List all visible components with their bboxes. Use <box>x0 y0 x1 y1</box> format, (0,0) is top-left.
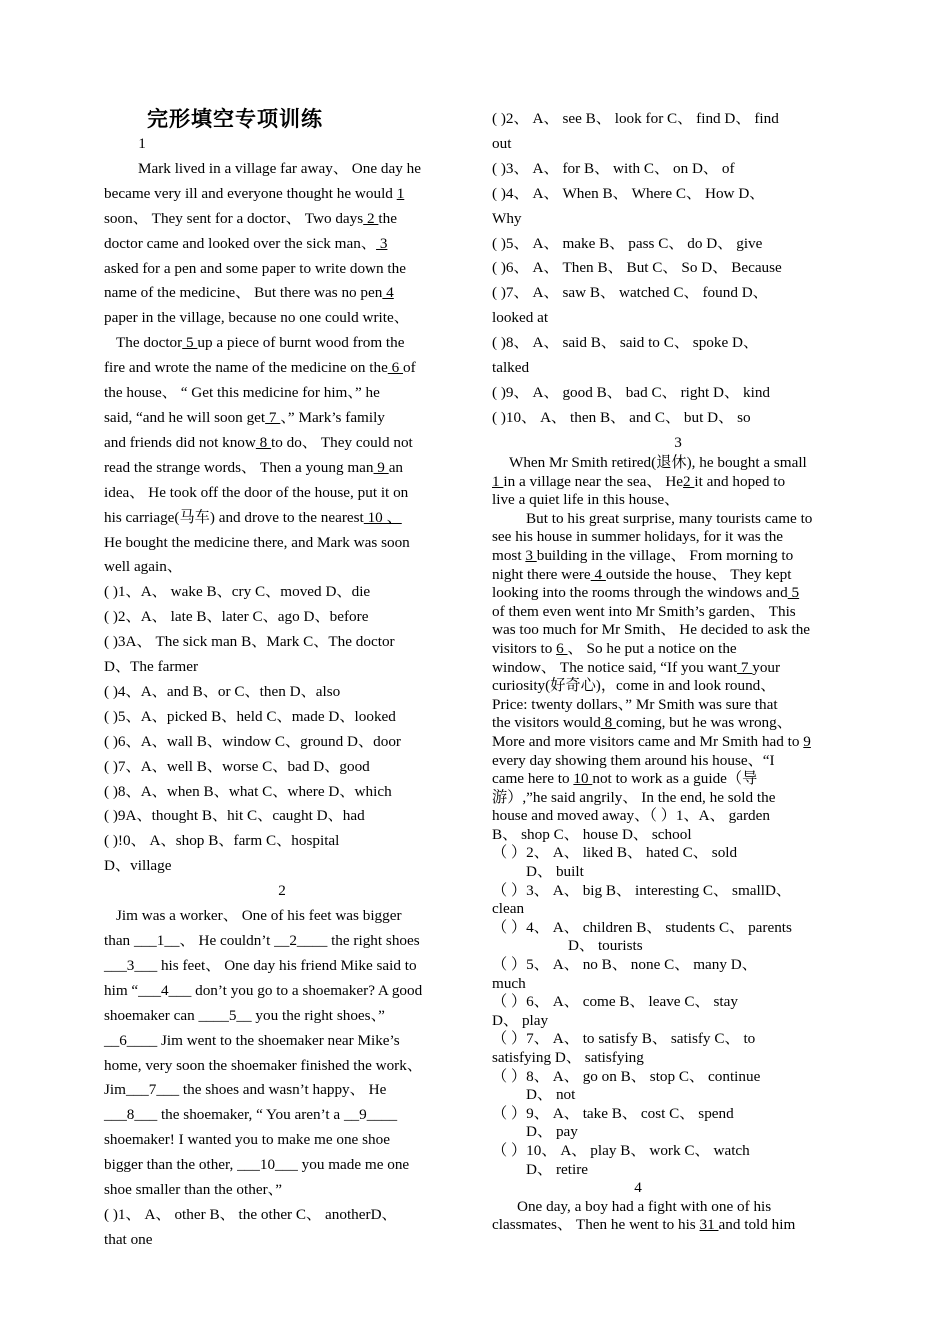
line-text: 1 <box>138 135 146 152</box>
text-line <box>104 157 460 182</box>
answer-blank: 1 <box>492 472 504 490</box>
text-line <box>492 1086 844 1105</box>
left-column <box>104 132 460 1253</box>
text-line <box>492 1030 844 1049</box>
line-text: doctor came and looked over the sick man、 <box>104 234 377 252</box>
line-text: curiosity(好奇心)，come in and look round、 <box>492 677 776 695</box>
line-text: Why <box>492 209 522 227</box>
text-line <box>492 331 844 356</box>
line-text: shoe smaller than the other、” <box>104 1181 282 1199</box>
line-text: ( )6、 A、 Then B、 But C、 So D、 Because <box>492 259 782 277</box>
line-text: bigger than the other, ___10___ you made me one <box>104 1156 410 1174</box>
text-line <box>104 1128 460 1153</box>
line-text: ( )9A、thought B、hit C、caught D、had <box>104 807 365 825</box>
line-text: But to his great surprise, many tourists came to <box>526 509 813 527</box>
line-text: More and more visitors came and Mr Smith had to <box>492 732 804 750</box>
line-text: ( )9、 A、 good B、 bad C、 right D、 kind <box>492 383 771 401</box>
line-text: building in the village、 From morning to <box>536 546 794 564</box>
answer-blank: 5 <box>182 334 198 352</box>
line-text: D、village <box>104 857 172 875</box>
line-text: home, very soon the shoemaker finished the work、 <box>104 1056 423 1074</box>
line-text: see his house in summer holidays, for it was the <box>492 528 784 546</box>
line-text: （ ）2、 A、 liked B、 hated C、 sold <box>492 844 738 862</box>
right-column-top <box>492 107 844 456</box>
text-line <box>104 481 460 506</box>
answer-blank: 7 <box>265 408 281 426</box>
text-line <box>492 826 844 845</box>
text-line <box>492 714 844 733</box>
text-line <box>492 1198 844 1217</box>
page-title: 完形填空专项训练 <box>147 107 323 131</box>
text-line <box>104 1153 460 1178</box>
answer-blank: 3 <box>376 234 388 252</box>
text-line <box>104 531 460 556</box>
line-text: the visitors would <box>492 714 601 732</box>
line-text: talked <box>492 359 530 377</box>
line-text: visitors to <box>492 639 557 657</box>
line-text: ( )5、A、picked B、held C、made D、looked <box>104 707 396 725</box>
answer-blank: 2 <box>363 209 379 227</box>
text-line <box>492 696 844 715</box>
text-line <box>104 331 460 356</box>
text-line <box>492 473 844 492</box>
text-line <box>104 381 460 406</box>
text-line <box>104 182 460 207</box>
line-text: came here to <box>492 770 574 788</box>
text-line <box>492 1068 844 1087</box>
line-text: ( )1、 A、 other B、 the other C、 anotherD、 <box>104 1205 397 1223</box>
text-line <box>492 863 844 882</box>
text-line <box>104 580 460 605</box>
text-line <box>104 680 460 705</box>
text-line <box>492 454 844 473</box>
text-line <box>104 207 460 232</box>
line-text: ( )1、A、 wake B、cry C、moved D、die <box>104 583 371 601</box>
text-line <box>104 780 460 805</box>
text-line <box>104 755 460 780</box>
text-line <box>104 979 460 1004</box>
line-text: __6____ Jim went to the shoemaker near Mike’s <box>104 1031 400 1049</box>
line-text: shoemaker can ____5__ you the right shoes、” <box>104 1006 385 1024</box>
text-line <box>104 804 460 829</box>
line-text: looking into the rooms through the windows and <box>492 584 788 602</box>
line-text: ( )3A、 The sick man B、Mark C、The doctor <box>104 633 395 651</box>
line-text: （ ）4、 A、 children B、 students C、 parents <box>492 918 792 936</box>
line-text: the house、 “ Get this medicine for him、” he <box>104 384 380 402</box>
text-line <box>492 528 844 547</box>
text-line <box>492 603 844 622</box>
answer-blank: 1 <box>396 184 405 202</box>
text-line <box>492 677 844 696</box>
text-line <box>492 937 844 956</box>
line-text: said, “and he will soon get <box>104 408 266 426</box>
line-text: out <box>492 134 512 152</box>
text-line <box>104 1029 460 1054</box>
line-text: well again、 <box>104 558 183 576</box>
line-text: coming, but he was wrong、 <box>616 714 792 732</box>
line-text: When Mr Smith retired(退休), he bought a small <box>509 454 807 471</box>
text-line <box>104 1228 460 1253</box>
text-line <box>104 1103 460 1128</box>
line-text: of them even went into Mr Smith’s garden、 This <box>492 602 796 620</box>
text-line <box>492 107 844 132</box>
text-line <box>492 566 844 585</box>
line-text: D、The farmer <box>104 658 199 676</box>
text-line <box>492 844 844 863</box>
line-text: （ ）9、 A、 take B、 cost C、 spend <box>492 1104 734 1122</box>
line-text: satisfying D、 satisfying <box>492 1049 644 1066</box>
text-line <box>492 1142 844 1161</box>
line-text: in a village near the sea、 He <box>503 472 684 490</box>
line-text: 2 <box>278 882 286 900</box>
line-text: ( )4、A、and B、or C、then D、also <box>104 682 341 700</box>
text-line <box>492 640 844 659</box>
text-line <box>492 900 844 919</box>
answer-blank: 10 <box>573 770 593 788</box>
line-text: of <box>403 359 416 377</box>
line-text: asked for a pen and some paper to write down the <box>104 259 406 277</box>
line-text: idea、 He took off the door of the house, put it on <box>104 483 409 501</box>
text-line <box>492 1105 844 1124</box>
text-line <box>492 281 844 306</box>
line-text: 、 So he put a notice on the <box>567 639 737 657</box>
text-line <box>492 1123 844 1142</box>
line-text: ( )8、 A、 said B、 said to C、 spoke D、 <box>492 334 759 352</box>
answer-blank: 31 <box>699 1216 719 1234</box>
text-line <box>104 730 460 755</box>
line-text: him “___4___ don’t you go to a shoemaker? A good <box>104 981 423 999</box>
text-line <box>492 1049 844 1068</box>
line-text: paper in the village, because no one could write、 <box>104 309 409 327</box>
answer-blank: 7 <box>737 658 753 676</box>
text-line <box>104 506 460 531</box>
line-text: every day showing them around his house、“I <box>492 751 775 769</box>
line-text: his carriage(马车) and drove to the nearest <box>104 508 364 526</box>
text-line <box>104 630 460 655</box>
line-text: （ ）10、 A、 play B、 work C、 watch <box>492 1141 750 1159</box>
line-text: Jim was a worker、 One of his feet was bigger <box>116 907 402 925</box>
line-text: D、 built <box>526 863 584 881</box>
text-line <box>104 1203 460 1228</box>
line-text: ( )7、 A、 saw B、 watched C、 found D、 <box>492 284 768 302</box>
text-line <box>104 879 460 904</box>
line-text: Jim___7___ the shoes and wasn’t happy、 He <box>104 1081 387 1099</box>
line-text: Mark lived in a village far away、 One day he <box>138 159 421 177</box>
line-text: and friends did not know <box>104 433 256 451</box>
text-line <box>492 919 844 938</box>
text-line <box>104 406 460 431</box>
text-line <box>492 306 844 331</box>
text-line <box>104 257 460 282</box>
line-text: clean <box>492 900 525 918</box>
text-line <box>492 381 844 406</box>
line-text: ( )8、A、when B、what C、where D、which <box>104 782 392 800</box>
line-text: ( )4、 A、 When B、 Where C、 How D、 <box>492 184 765 202</box>
text-line <box>492 406 844 431</box>
line-text: The doctor <box>116 334 183 352</box>
line-text: He bought the medicine there, and Mark was soon <box>104 533 410 551</box>
text-line <box>104 705 460 730</box>
line-text: live a quiet life in this house、 <box>492 491 680 509</box>
answer-blank: 4 <box>382 284 394 302</box>
text-line <box>104 431 460 456</box>
line-text: to do、 They could not <box>271 433 413 451</box>
text-line <box>492 1216 844 1235</box>
text-line <box>104 829 460 854</box>
line-text: an <box>388 458 404 476</box>
text-line <box>492 132 844 157</box>
line-text: read the strange words、 Then a young man <box>104 458 374 476</box>
text-line <box>492 1012 844 1031</box>
text-line <box>492 1161 844 1180</box>
line-text: （ ）6、 A、 come B、 leave C、 stay <box>492 993 738 1011</box>
line-text: （ ）3、 A、 big B、 interesting C、 smallD、 <box>492 881 792 899</box>
text-line <box>0 132 320 157</box>
answer-blank: 8 <box>600 714 617 732</box>
text-line <box>492 770 844 789</box>
text-line <box>492 956 844 975</box>
text-line <box>104 306 460 331</box>
right-column-bottom <box>492 454 844 1235</box>
text-line <box>492 733 844 752</box>
text-line <box>492 547 844 566</box>
text-line <box>104 854 460 879</box>
text-line <box>492 789 844 808</box>
line-text: 、” Mark’s family <box>280 408 385 426</box>
line-text: ( )2、 A、 see B、 look for C、 find D、 find <box>492 110 779 127</box>
line-text: that one <box>104 1230 153 1248</box>
line-text: and told him <box>718 1216 796 1234</box>
line-text: Price: twenty dollars、” Mr Smith was sure that <box>492 695 778 713</box>
line-text: looked at <box>492 309 549 327</box>
text-line <box>104 605 460 630</box>
line-text: ( )6、A、wall B、window C、ground D、door <box>104 732 401 750</box>
line-text: ( )10、 A、 then B、 and C、 but D、 so <box>492 408 751 426</box>
line-text: up a piece of burnt wood from the <box>197 334 405 352</box>
line-text: ( )7、A、well B、worse C、bad D、good <box>104 757 370 775</box>
line-text: ( )2、A、 late B、later C、ago D、before <box>104 608 369 626</box>
line-text: ( )3、 A、 for B、 with C、 on D、 of <box>492 159 735 177</box>
text-line <box>492 356 844 381</box>
answer-blank: 9 <box>373 458 389 476</box>
line-text: 3 <box>674 433 682 451</box>
line-text: soon、 They sent for a doctor、 Two days <box>104 209 364 227</box>
text-line <box>104 655 460 680</box>
line-text: fire and wrote the name of the medicine on the <box>104 359 388 377</box>
text-line <box>492 491 844 510</box>
text-line <box>502 431 854 456</box>
line-text: D、 pay <box>526 1123 578 1141</box>
line-text: 4 <box>634 1179 642 1197</box>
line-text: （ ）5、 A、 no B、 none C、 many D、 <box>492 956 757 974</box>
text-line <box>492 232 844 257</box>
text-line <box>104 1004 460 1029</box>
line-text: D、 not <box>526 1086 576 1104</box>
answer-blank: 8 <box>255 433 272 451</box>
text-line <box>492 882 844 901</box>
text-line <box>104 954 460 979</box>
text-line <box>492 256 844 281</box>
text-line <box>492 510 844 529</box>
answer-blank: 10 、 <box>363 508 402 526</box>
line-text: D、 play <box>492 1011 549 1029</box>
line-text: （ ）8、 A、 go on B、 stop C、 continue <box>492 1067 761 1085</box>
answer-blank: 6 <box>556 639 568 657</box>
answer-blank: 9 <box>803 732 811 750</box>
text-line <box>492 659 844 678</box>
answer-blank: 5 <box>787 584 800 602</box>
line-text: name of the medicine、 But there was no pen <box>104 284 383 302</box>
line-text: shoemaker! I wanted you to make me one shoe <box>104 1131 390 1149</box>
line-text: much <box>492 974 526 992</box>
text-line <box>104 1078 460 1103</box>
line-text: B、 shop C、 house D、 school <box>492 825 692 843</box>
line-text: D、 tourists <box>568 937 643 955</box>
line-text: （ ）7、 A、 to satisfy B、 satisfy C、 to <box>492 1030 756 1048</box>
text-line <box>492 752 844 771</box>
line-text: outside the house、 They kept <box>605 565 792 583</box>
text-line <box>492 584 844 603</box>
line-text: it and hoped to <box>694 472 786 490</box>
line-text: window、 The notice said, “If you want <box>492 658 738 676</box>
text-line <box>104 555 460 580</box>
text-line <box>104 1178 460 1203</box>
line-text: ( )!0、 A、shop B、farm C、hospital <box>104 832 340 850</box>
line-text: ( )5、 A、 make B、 pass C、 do D、 give <box>492 234 763 252</box>
line-text: house and moved away、（ ）1、A、 garden <box>492 807 770 825</box>
line-text: ___3___ his feet、 One day his friend Mike said to <box>104 956 417 974</box>
answer-blank: 6 <box>387 359 403 377</box>
text-line <box>104 904 460 929</box>
line-text: One day, a boy had a fight with one of his <box>517 1197 772 1215</box>
answer-blank: 2 <box>683 472 695 490</box>
text-line <box>492 182 844 207</box>
line-text: than ___1__、 He couldn’t __2____ the right shoes <box>104 932 420 949</box>
line-text: your <box>752 658 781 676</box>
text-line <box>104 929 460 954</box>
text-line <box>104 456 460 481</box>
text-line <box>492 807 844 826</box>
line-text: classmates、 Then he went to his <box>492 1216 700 1234</box>
text-line <box>104 281 460 306</box>
line-text: was too much for Mr Smith、 He decided to ask the <box>492 621 811 639</box>
text-line <box>462 1179 814 1198</box>
text-line <box>492 993 844 1012</box>
line-text: 游）,”he said angrily、 In the end, he sold the <box>492 788 776 806</box>
text-line <box>104 356 460 381</box>
line-text: night there were <box>492 565 591 583</box>
answer-blank: 4 <box>590 565 606 583</box>
text-line <box>492 157 844 182</box>
line-text: not to work as a guide（导 <box>592 770 758 788</box>
line-text: D、 retire <box>526 1160 588 1178</box>
text-line <box>492 207 844 232</box>
line-text: ___8___ the shoemaker, “ You aren’t a __9____ <box>104 1106 398 1124</box>
text-line <box>104 232 460 257</box>
line-text: the <box>378 209 397 227</box>
line-text: became very ill and everyone thought he would <box>104 184 397 202</box>
text-line <box>104 1054 460 1079</box>
line-text: most <box>492 546 526 564</box>
text-line <box>492 621 844 640</box>
answer-blank: 3 <box>525 546 537 564</box>
text-line <box>492 975 844 994</box>
